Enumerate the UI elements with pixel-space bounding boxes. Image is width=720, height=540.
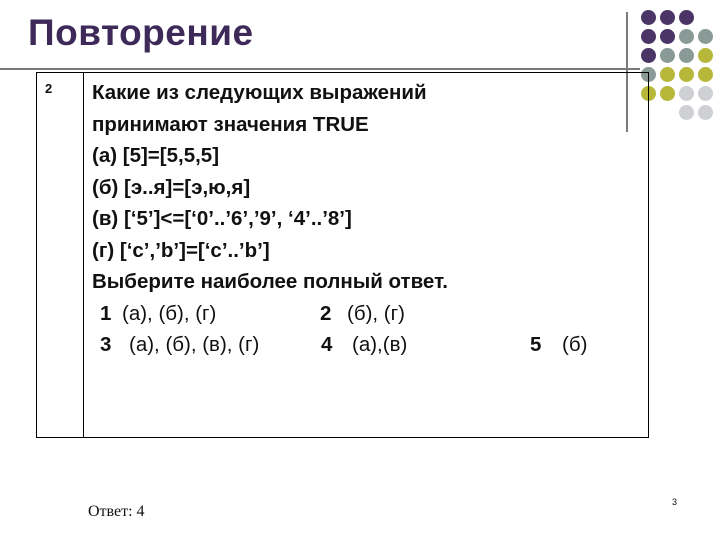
choice-number: 2 bbox=[320, 301, 332, 325]
dot bbox=[660, 67, 675, 82]
dot bbox=[698, 67, 713, 82]
dot bbox=[660, 29, 675, 44]
choice-number: 1 bbox=[100, 301, 112, 325]
choice-text: (б), (г) bbox=[347, 301, 405, 325]
title-underline bbox=[0, 68, 640, 70]
dot bbox=[698, 29, 713, 44]
answer-choices-row-2 bbox=[92, 329, 642, 361]
choice-text: (а), (б), (в), (г) bbox=[129, 333, 260, 356]
question-line: принимают значения TRUE bbox=[92, 112, 369, 136]
dot bbox=[660, 48, 675, 63]
dot bbox=[660, 10, 675, 25]
question-table bbox=[36, 72, 649, 438]
slide-title: Повторение bbox=[28, 12, 254, 53]
dot bbox=[679, 67, 694, 82]
choice-text: (а),(в) bbox=[352, 333, 408, 356]
option-line-g: (г) [‘c’,’b’]=[‘c’..’b’] bbox=[92, 238, 270, 262]
answer-note: Ответ: 4 bbox=[88, 503, 145, 520]
option-line-v: (в) [‘5’]<=[‘0’..’6’,’9’, ‘4’..’8’] bbox=[92, 207, 352, 230]
choice-number: 4 bbox=[321, 333, 333, 356]
choice-text: (б) bbox=[562, 333, 588, 356]
dot bbox=[679, 105, 694, 120]
dot bbox=[641, 29, 656, 44]
page-number: 3 bbox=[672, 497, 678, 507]
dot bbox=[698, 105, 713, 120]
dot bbox=[698, 86, 713, 101]
choice-number: 3 bbox=[100, 333, 112, 356]
dot bbox=[679, 48, 694, 63]
question-line: Какие из следующих выражений bbox=[92, 81, 427, 104]
question-number: 2 bbox=[45, 81, 53, 96]
dot bbox=[641, 10, 656, 25]
dot bbox=[660, 86, 675, 101]
option-line-b: (б) [э..я]=[э,ю,я] bbox=[92, 175, 251, 199]
instruction-line: Выберите наиболее полный ответ. bbox=[92, 270, 448, 293]
dot bbox=[641, 48, 656, 63]
question-text bbox=[92, 77, 642, 361]
choice-text: (а), (б), (г) bbox=[122, 301, 217, 325]
dot bbox=[679, 86, 694, 101]
option-line-a: (а) [5]=[5,5,5] bbox=[92, 144, 220, 167]
table-column-divider bbox=[83, 73, 84, 437]
choice-number: 5 bbox=[530, 333, 542, 356]
dot bbox=[679, 10, 694, 25]
answer-choices-row-1 bbox=[92, 298, 642, 330]
dot bbox=[698, 48, 713, 63]
dot bbox=[679, 29, 694, 44]
